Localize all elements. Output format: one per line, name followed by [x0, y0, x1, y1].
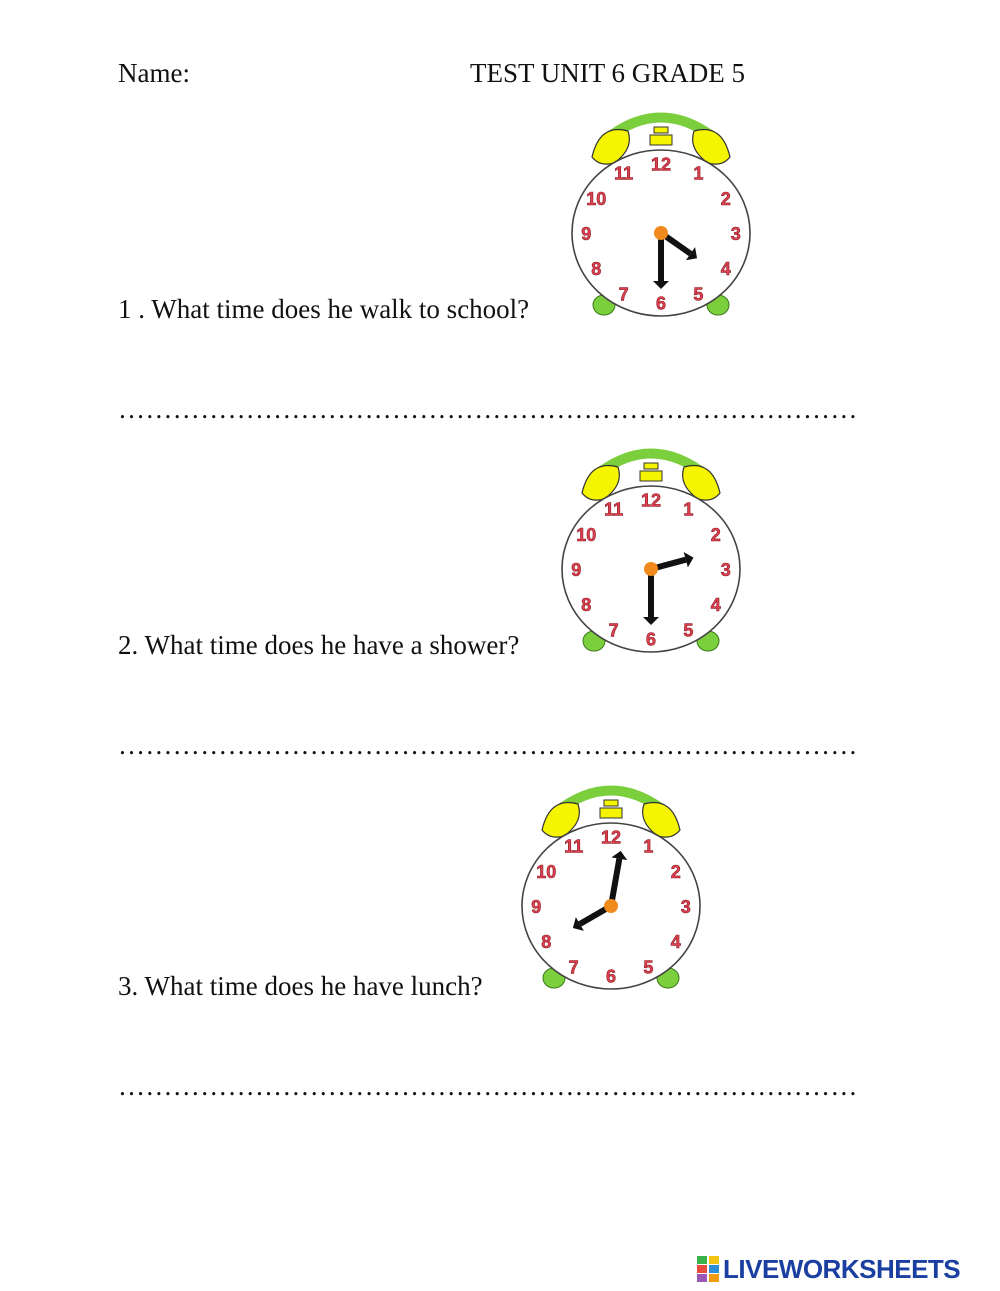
alarm-clock-image	[520, 778, 702, 993]
test-title: TEST UNIT 6 GRADE 5	[470, 58, 745, 88]
question-3: 3. What time does he have lunch?	[118, 971, 483, 1001]
clock-svg	[560, 441, 742, 656]
alarm-clock-image	[560, 441, 742, 656]
clock-number: 10	[536, 862, 557, 883]
liveworksheets-logo	[697, 1253, 960, 1285]
clock-number: 6	[605, 966, 617, 987]
clock-number: 7	[618, 284, 629, 305]
clock-number: 7	[608, 620, 619, 641]
clock-number: 8	[591, 258, 602, 279]
clock-number: 6	[645, 629, 657, 650]
clock-number: 2	[710, 525, 721, 546]
clock-number: 4	[720, 258, 731, 279]
clock-number: 9	[571, 560, 582, 580]
clock-number: 12	[600, 827, 622, 848]
question-1: 1 . What time does he walk to school?	[118, 294, 530, 324]
clock-number: 11	[614, 163, 634, 184]
clock-number: 1	[643, 836, 654, 857]
clock-number: 5	[643, 957, 654, 978]
clock-number: 4	[670, 931, 681, 952]
clock-number: 4	[710, 594, 721, 615]
clock-number: 12	[650, 154, 672, 175]
answer-line-1[interactable]: ………………………………………………………………………	[118, 394, 858, 424]
clock-number: 10	[576, 525, 597, 546]
clock-pivot	[604, 899, 618, 913]
clock-number: 3	[720, 560, 731, 580]
clock-number: 1	[683, 499, 694, 520]
clock-number: 3	[680, 897, 691, 917]
alarm-clock-image	[570, 105, 752, 320]
clock-number: 3	[730, 224, 741, 244]
clock-number: 5	[683, 620, 694, 641]
clock-number: 11	[604, 499, 624, 520]
answer-line-3[interactable]: ………………………………………………………………………	[118, 1071, 858, 1101]
question-2: 2. What time does he have a shower?	[118, 630, 520, 660]
clock-pivot	[644, 562, 658, 576]
clock-number: 1	[693, 163, 704, 184]
clock-number: 7	[568, 957, 579, 978]
name-label: Name:	[118, 58, 190, 88]
clock-number: 11	[564, 836, 584, 857]
clock-number: 8	[581, 594, 592, 615]
liveworksheets-logo-icon	[697, 1256, 719, 1282]
clock-number: 5	[693, 284, 704, 305]
clock-number: 8	[541, 931, 552, 952]
clock-number: 9	[581, 224, 592, 244]
brand-name: LIVEWORKSHEETS	[723, 1253, 961, 1284]
clock-number: 10	[586, 189, 607, 210]
answer-line-2[interactable]: ………………………………………………………………………	[118, 730, 858, 760]
clock-number: 6	[655, 293, 667, 314]
clock-number: 2	[670, 862, 681, 883]
clock-svg	[520, 778, 702, 993]
clock-pivot	[654, 226, 668, 240]
clock-number: 12	[640, 490, 662, 511]
clock-number: 2	[720, 189, 731, 210]
clock-number: 9	[531, 897, 542, 917]
clock-svg	[570, 105, 752, 320]
